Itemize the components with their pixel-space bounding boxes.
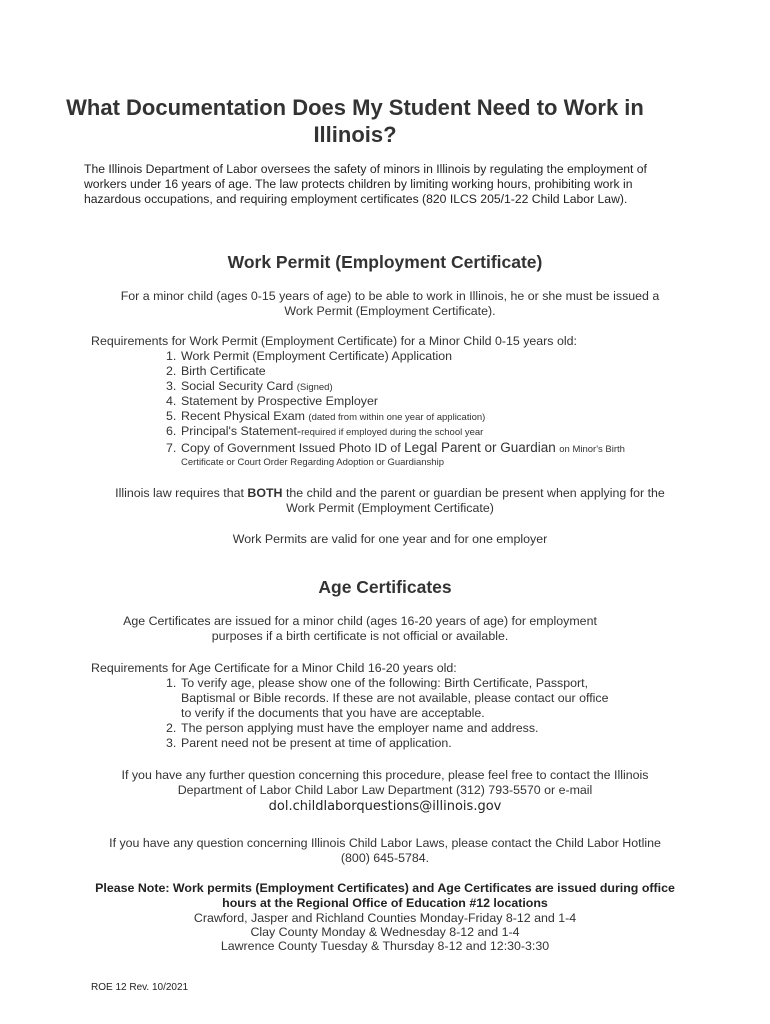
note-line-1: Please Note: Work permits (Employment Certificates) and Age Certificates are issued during office: [95, 881, 675, 895]
age-cert-heading: Age Certificates: [318, 577, 452, 597]
list-item: 5. Recent Physical Exam (dated from within one year of application): [166, 409, 486, 423]
list-item: 1. Work Permit (Employment Certificate) Application: [166, 349, 453, 363]
list-item: 1. To verify age, please show one of the following: Birth Certificate, Passport,: [166, 676, 589, 690]
work-permit-intro-2: Work Permit (Employment Certificate).: [284, 304, 496, 318]
list-item-continuation: Certificate or Court Order Regarding Adoption or Guardianship: [181, 457, 444, 468]
list-item: 4. Statement by Prospective Employer: [166, 394, 378, 408]
office-hours-1: Crawford, Jasper and Richland Counties Monday-Friday 8-12 and 1-4: [193, 911, 577, 925]
list-item: 3. Parent need not be present at time of application.: [166, 736, 452, 750]
email-link[interactable]: dol.childlaborquestions@illinois.gov: [268, 799, 502, 814]
age-cert-intro-2: purposes if a birth certificate is not official or available.: [211, 629, 509, 643]
note-line-2: hours at the Regional Office of Education #12 locations: [222, 896, 548, 910]
work-permit-intro-1: For a minor child (ages 0-15 years of age) to be able to work in Illinois, he or she must be issued a: [120, 289, 660, 303]
age-cert-intro-1: Age Certificates are issued for a minor child (ages 16-20 years of age) for employment: [123, 614, 597, 628]
both-required-line-1: Illinois law requires that BOTH the child and the parent or guardian be present when applying for the: [115, 486, 665, 500]
hotline-line-2: (800) 645-5784.: [340, 851, 430, 865]
work-permit-heading: Work Permit (Employment Certificate): [227, 252, 543, 272]
office-hours-2: Clay County Monday & Wednesday 8-12 and 1-4: [250, 925, 520, 939]
list-item: 2. The person applying must have the employer name and address.: [166, 721, 539, 735]
list-item-continuation: to verify if the documents that you have are acceptable.: [181, 706, 485, 720]
age-cert-req-heading: Requirements for Age Certificate for a Minor Child 16-20 years old:: [91, 661, 457, 675]
validity-note: Work Permits are valid for one year and for one employer: [232, 532, 548, 546]
contact-line-2: Department of Labor Child Labor Law Department (312) 793-5570 or e-mail: [177, 783, 593, 797]
page-title: What Documentation Does My Student Need to Work in Illinois?: [66, 95, 644, 147]
intro-paragraph: The Illinois Department of Labor oversees the safety of minors in Illinois by regulating the employment of workers under 16 years of age. The law protects children by limiting working hours, prohibiting work in hazardous occupations, and requiring employment certificates (820 ILCS 205/1-22 Child Labor Law).: [84, 162, 647, 206]
work-permit-req-heading: Requirements for Work Permit (Employment Certificate) for a Minor Child 0-15 years old:: [91, 334, 577, 348]
list-item: 3. Social Security Card (Signed): [166, 379, 333, 393]
contact-line-1: If you have any further question concerning this procedure, please feel free to contact the Illinois: [121, 768, 649, 782]
list-item: 7. Copy of Government Issued Photo ID of Legal Parent or Guardian on Minor's Birth: [166, 440, 625, 455]
list-item: 2. Birth Certificate: [166, 364, 266, 378]
revision-footer: ROE 12 Rev. 10/2021: [91, 982, 189, 993]
office-hours-3: Lawrence County Tuesday & Thursday 8-12 and 12:30-3:30: [220, 939, 550, 953]
list-item-continuation: Baptismal or Bible records. If these are not available, please contact our office: [181, 691, 609, 705]
list-item: 6. Principal's Statement-required if employed during the school year: [166, 424, 484, 438]
hotline-line-1: If you have any question concerning Illinois Child Labor Laws, please contact the Child Labor Hotline: [109, 836, 661, 850]
both-required-line-2: Work Permit (Employment Certificate): [286, 501, 494, 515]
